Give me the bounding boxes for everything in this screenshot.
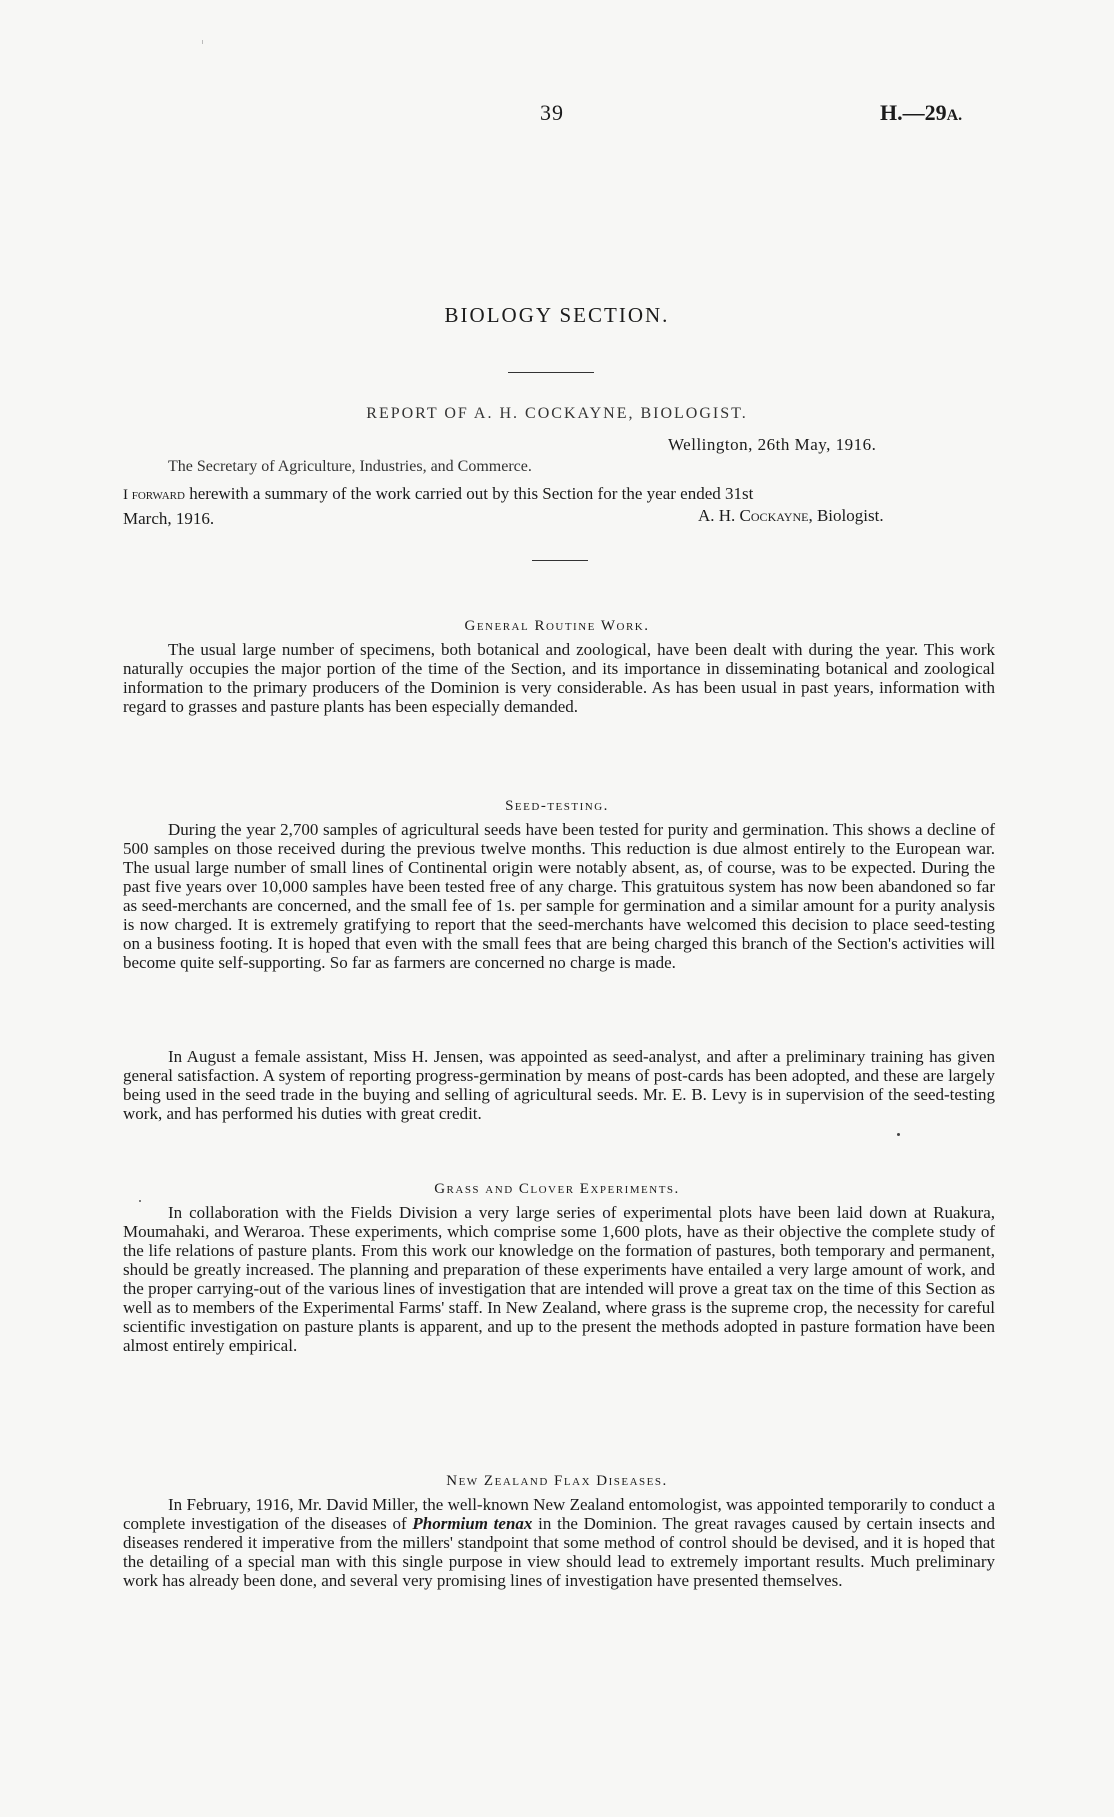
flax-text-1: In February, 1916, Mr. David Miller, the well-known New Zealand entomologist, was appointed temporarily to conduct a complete investigation of the diseases of: [123, 1495, 995, 1533]
heading-seed-testing: Seed-testing.: [505, 798, 609, 814]
paragraph-grass-clover-experiments: In collaboration with the Fields Division a very large series of experimental plots have been laid down at Ruakura, Moumahaki, and Weraroa. These experiments, which comprise some 1,600 plots, have as their objective the complete study of the life relations of pasture plants. From this work our knowledge on the formation of pastures, both temporary and permanent, should be greatly increased. The planning and preparation of these experiments have entailed a very large amount of work, and the proper carrying-out of the various lines of investigation that are intended will prove a great tax on the time of this Section as well as to members of the Experimental Farms' staff. In New Zealand, where grass is the supreme crop, the necessity for careful scientific investigation on pasture plants is apparent, and up to the present the methods adopted in pasture formation have been almost entirely empirical.: [123, 1203, 995, 1355]
document-reference: [880, 100, 962, 126]
dateline: Wellington, 26th May, 1916.: [668, 435, 877, 454]
paragraph-seed-testing-1: During the year 2,700 samples of agricultural seeds have been tested for purity and germination. This shows a decline of 500 samples on those received during the previous twelve months. This reduction is due almost entirely to the European war. The usual large number of small lines of Continental origin were notably absent, as, of course, was to be expected. During the past five years over 10,000 samples have been tested free of any charge. This gratuitous system has now been abandoned so far as seed-merchants are concerned, and the small fee of 1s. per sample for germination and a similar amount for a purity analysis is now charged. It is extremely gratifying to report that the seed-merchants have welcomed this decision to place seed-testing on a business footing. It is hoped that even with the small fees that are being charged this branch of the Section's activities will become quite self-supporting. So far as farmers are concerned no charge is made.: [123, 820, 995, 972]
addressee: The Secretary of Agriculture, Industries, and Commerce.: [168, 458, 532, 475]
paragraph-seed-testing-2: In August a female assistant, Miss H. Jensen, was appointed as seed-analyst, and after a preliminary training has given general satisfaction. A system of reporting progress-germination by means of post-cards has been adopted, and these are largely being used in the seed trade in the buying and selling of agricultural seeds. Mr. E. B. Levy is in supervision of the seed-testing work, and has performed his duties with great credit.: [123, 1047, 995, 1123]
heading-general-routine-work: General Routine Work.: [464, 618, 650, 634]
document-reference-main: H.—29: [880, 100, 947, 125]
intro-text-date: March, 1916.: [123, 509, 215, 528]
scan-speck: [897, 1133, 900, 1136]
paragraph-general-routine-work: The usual large number of specimens, both botanical and zoological, have been dealt with during the year. This work naturally occupies the major portion of the time of the Section, and its importance in disseminating botanical and zoological information to the primary producers of the Dominion is very considerable. As has been usual in past years, information with regard to grasses and pasture plants has been especially demanded.: [123, 640, 995, 716]
paragraph-flax-diseases: [123, 1495, 995, 1590]
page-number: 39: [540, 100, 564, 125]
intro-text: herewith a summary of the work carried out by this Section for the year ended 31st: [189, 484, 754, 503]
document-reference-suffix: A.: [946, 107, 963, 124]
heading-grass-clover-experiments: Grass and Clover Experiments.: [434, 1181, 680, 1197]
scan-mark: [202, 40, 203, 44]
report-subtitle: REPORT OF A. H. COCKAYNE, BIOLOGIST.: [366, 405, 748, 422]
species-name: Phormium tenax: [412, 1514, 533, 1533]
section-title: BIOLOGY SECTION.: [444, 303, 670, 327]
signoff: [698, 506, 884, 526]
title-divider: [508, 372, 594, 373]
intro-lead: I forward: [123, 487, 185, 503]
intro-divider: [532, 560, 588, 561]
heading-flax-diseases: New Zealand Flax Diseases.: [446, 1473, 668, 1489]
signoff-role: Biologist.: [816, 506, 884, 525]
flax-text-2: in the Dominion. The great ravages caused by certain insects and diseases rendered it imperative from the millers' standpoint that some method of control should be devised, and it is hoped that the detailing of a special man with this single purpose in view should lead to extremely important results. Much preliminary work has already been done, and several very promising lines of investigation have presented themselves.: [123, 1514, 996, 1590]
signoff-name: A. H. Cockayne,: [698, 506, 813, 525]
scan-speck: [139, 1200, 141, 1202]
